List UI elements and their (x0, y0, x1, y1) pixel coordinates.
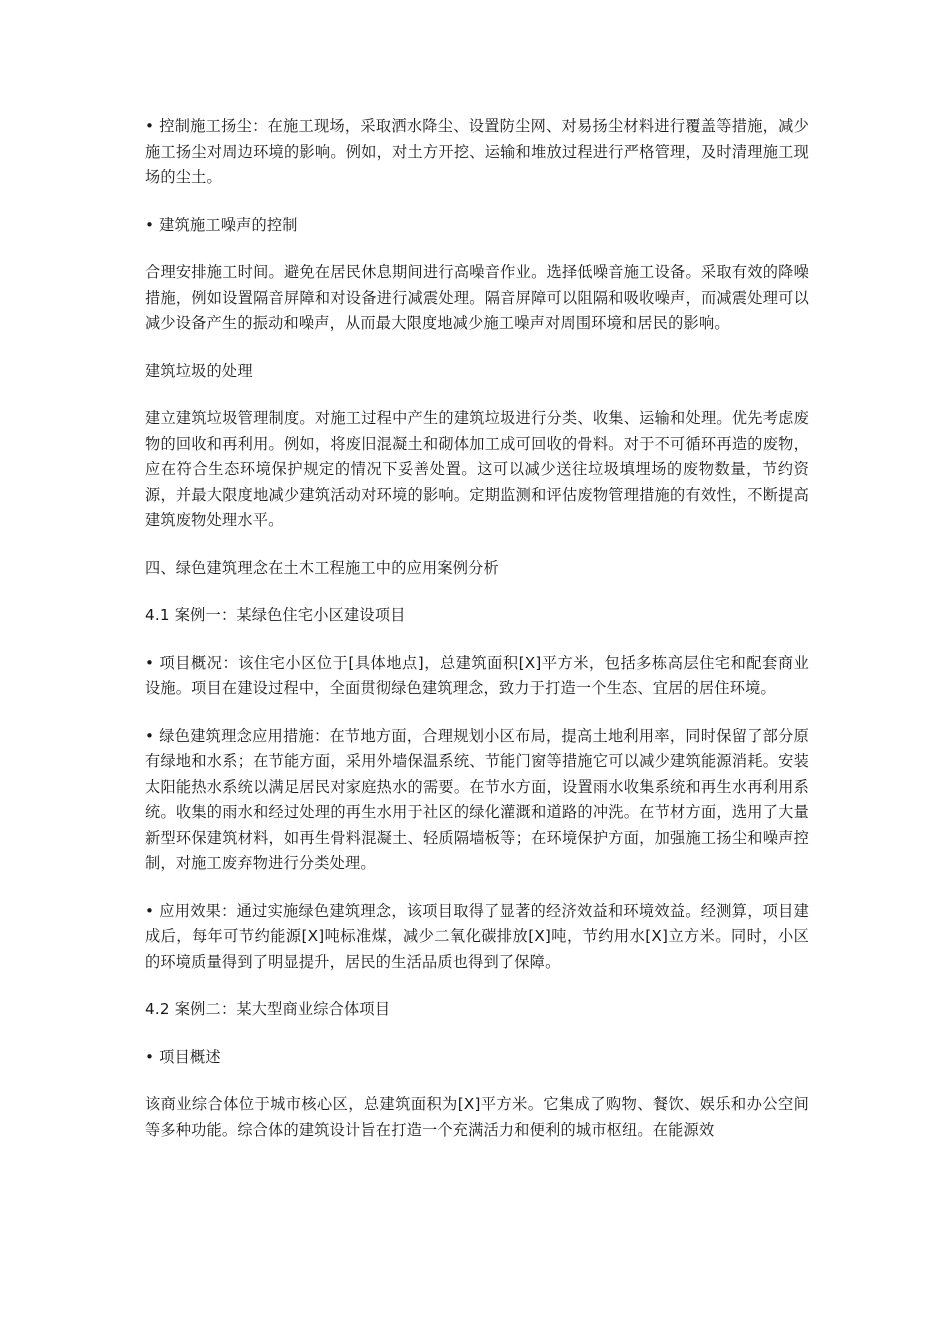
subsection-heading-case-1: 4.1 案例一：某绿色住宅小区建设项目 (145, 606, 406, 624)
paragraph-case2-overview: 该商业综合体位于城市核心区，总建筑面积为[X]平方米。它集成了购物、餐饮、娱乐和办公空间等多种功能。综合体的建筑设计旨在打造一个充满活力和便利的城市枢纽。在能源效 (145, 1095, 809, 1139)
paragraph-case1-measures: • 绿色建筑理念应用措施：在节地方面，合理规划小区布局，提高土地利用率，同时保留了部分原有绿地和水系；在节能方面，采用外墙保温系统、节能门窗等措施它可以减少建筑能源消耗。安装太阳能热水系统以满足居民对家庭热水的需要。在节水方面，设置雨水收集系统和再生水再利用系统。收集的雨水和经过处理的再生水用于社区的绿化灌溉和道路的冲洗。在节材方面，选用了大量新型环保建筑材料，如再生骨料混凝土、轻质隔墙板等；在环境保护方面，加强施工扬尘和噪声控制，对施工废弃物进行分类处理。 (145, 726, 809, 872)
heading-waste-handling: 建筑垃圾的处理 (145, 361, 253, 380)
subsection-heading-case-2: 4.2 案例二：某大型商业综合体项目 (145, 1000, 391, 1018)
paragraph-dust-control: • 控制施工扬尘：在施工现场，采取洒水降尘、设置防尘网、对易扬尘材料进行覆盖等措施，减少施工扬尘对周边环境的影响。例如，对土方开挖、运输和堆放过程进行严格管理，及时清理施工现场的尘土。 (145, 117, 809, 186)
paragraph-case1-overview: • 项目概况：该住宅小区位于[具体地点]，总建筑面积[X]平方米，包括多栋高层住宅和配套商业设施。项目在建设过程中，全面贯彻绿色建筑理念，致力于打造一个生态、宜居的居住环境。 (145, 653, 809, 697)
paragraph-waste-management: 建立建筑垃圾管理制度。对施工过程中产生的建筑垃圾进行分类、收集、运输和处理。优先考虑废物的回收和再利用。例如，将废旧混凝土和砌体加工成可回收的骨料。对于不可循环再造的废物，应在符合生态环境保护规定的情况下妥善处置。这可以减少送往垃圾填埋场的废物数量，节约资源，并最大限度地减少建筑活动对环境的影响。定期监测和评估废物管理措施的有效性，不断提高建筑废物处理水平。 (145, 409, 809, 529)
paragraph-noise-measures: 合理安排施工时间。避免在居民休息期间进行高噪音作业。选择低噪音施工设备。采取有效的降噪措施，例如设置隔音屏障和对设备进行减震处理。隔音屏障可以阻隔和吸收噪声，而减震处理可以减少设备产生的振动和噪声，从而最大限度地减少施工噪声对周围环境和居民的影响。 (145, 263, 809, 332)
section-heading-case-analysis: 四、绿色建筑理念在土木工程施工中的应用案例分析 (145, 558, 499, 577)
heading-noise-control: • 建筑施工噪声的控制 (145, 215, 298, 234)
heading-case2-overview: • 项目概述 (145, 1047, 221, 1066)
document-body (145, 114, 809, 1165)
paragraph-case1-effects: • 应用效果：通过实施绿色建筑理念，该项目取得了显著的经济效益和环境效益。经测算，项目建成后，每年可节约能源[X]吨标准煤，减少二氧化碳排放[X]吨，节约用水[X]立方米。同时，小区的环境质量得到了明显提升，居民的生活品质也得到了保障。 (145, 901, 809, 971)
